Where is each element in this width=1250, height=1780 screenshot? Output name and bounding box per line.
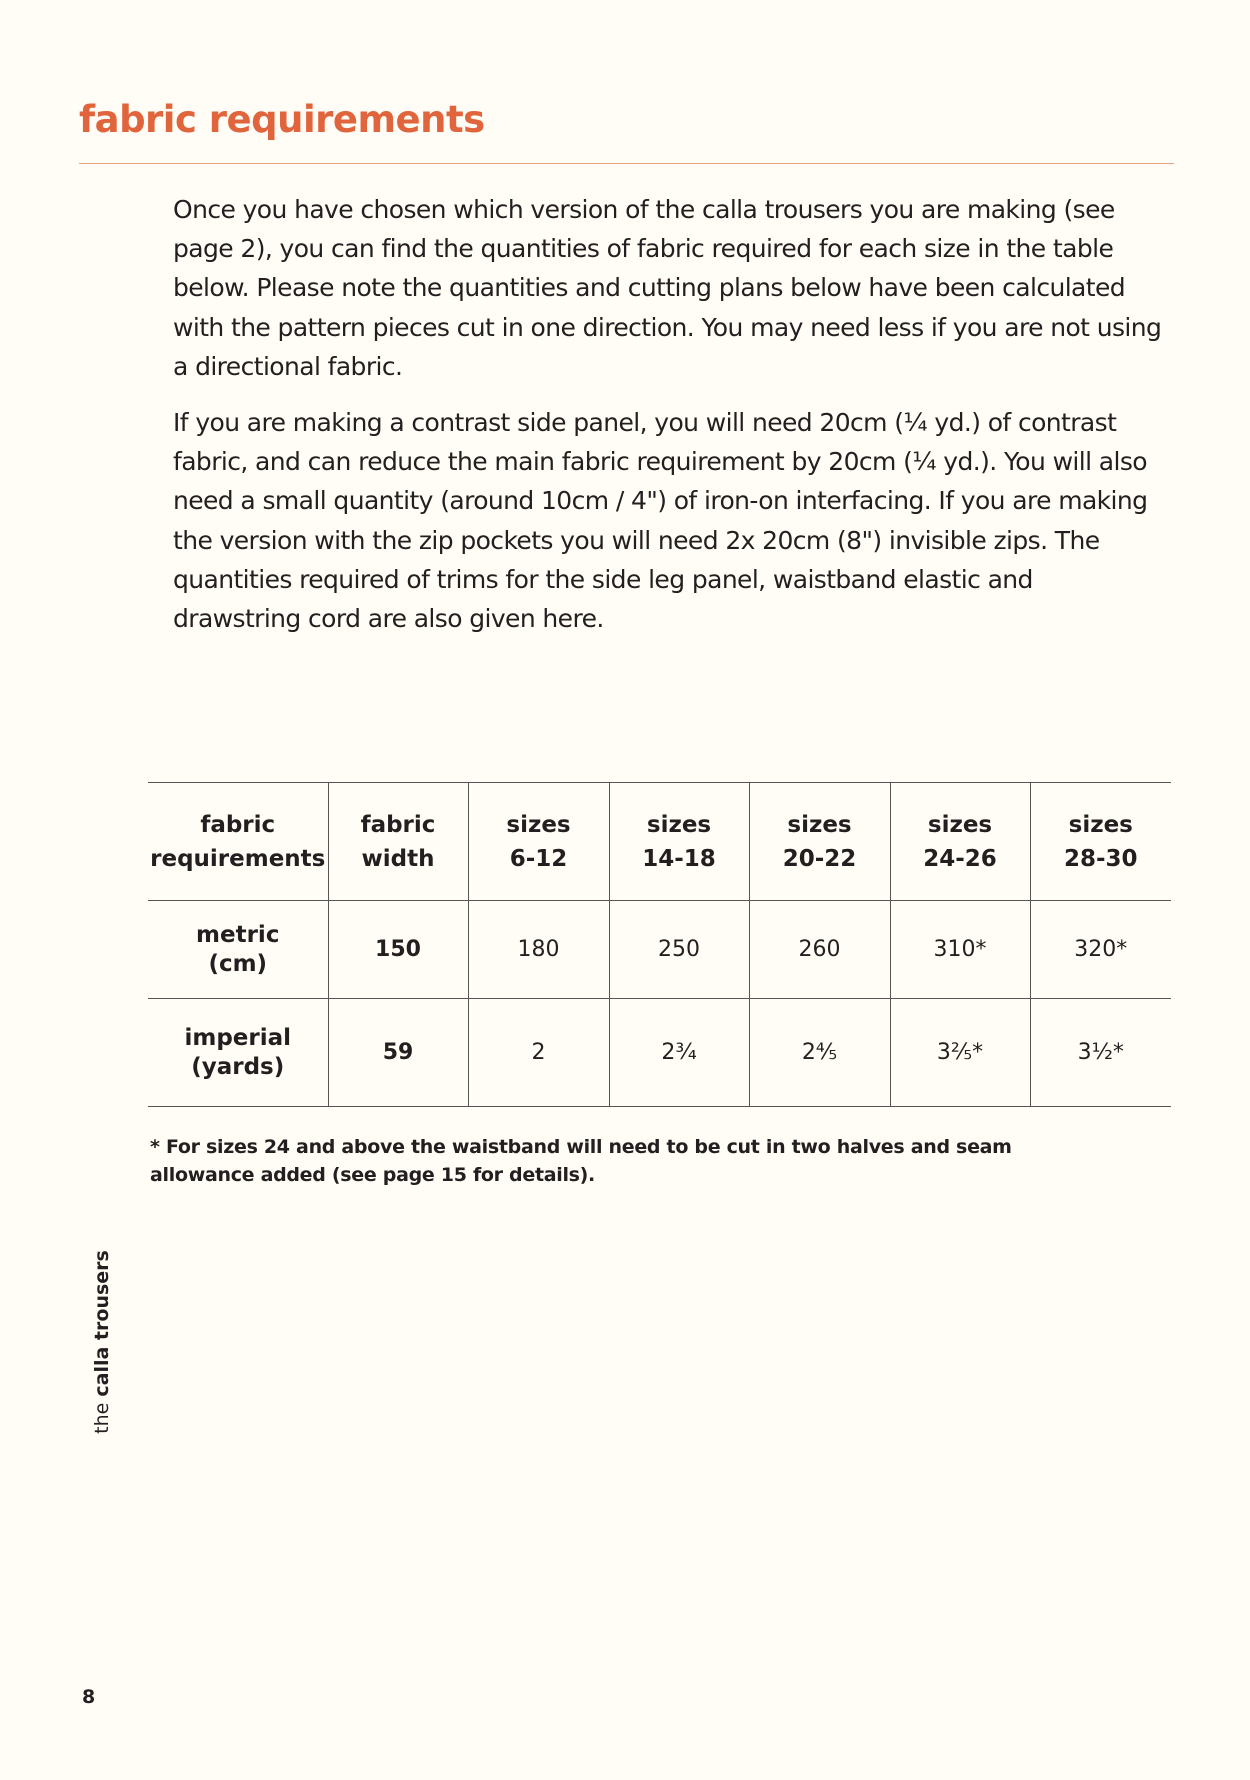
imperial-fabric-width: 59 bbox=[328, 999, 468, 1107]
imperial-sizes-14-18: 2¾ bbox=[609, 999, 749, 1107]
side-running-title bbox=[91, 1250, 113, 1434]
metric-sizes-20-22: 260 bbox=[749, 901, 890, 999]
imperial-sizes-24-26: 3⅖* bbox=[890, 999, 1030, 1107]
table-row-metric bbox=[148, 901, 1171, 999]
table-footnote: * For sizes 24 and above the waistband will need to be cut in two halves and seam allowance added (see page 15 for details). bbox=[150, 1136, 1012, 1186]
imperial-sizes-20-22: 2⅘ bbox=[749, 999, 890, 1107]
metric-sizes-28-30: 320* bbox=[1030, 901, 1171, 999]
imperial-sizes-28-30: 3½* bbox=[1030, 999, 1171, 1107]
page-title: fabric requirements bbox=[79, 98, 485, 141]
row-label-imperial: imperial (yards) bbox=[148, 999, 328, 1107]
imperial-sizes-6-12: 2 bbox=[468, 999, 609, 1107]
intro-paragraph-2: If you are making a contrast side panel, you will need 20cm (¼ yd.) of contrast fabric, and can reduce the main fabric requirement by 20cm (¼ yd.). You will also need a small quantity (around 10cm / 4") of iron-on interfacing. If you are making the version with the zip pockets you will need 2x 20cm (8") invisible zips. The quantities required of trims for the side leg panel, waistband elastic and drawstring cord are also given here. bbox=[173, 408, 1148, 634]
table-header-row bbox=[148, 783, 1171, 901]
metric-sizes-14-18: 250 bbox=[609, 901, 749, 999]
header-sizes-20-22: sizes 20-22 bbox=[749, 783, 890, 901]
header-sizes-24-26: sizes 24-26 bbox=[890, 783, 1030, 901]
intro-text bbox=[173, 190, 1163, 655]
fabric-requirements-table bbox=[148, 782, 1171, 1107]
header-fabric-requirements: fabric requirements bbox=[148, 783, 328, 901]
metric-sizes-6-12: 180 bbox=[468, 901, 609, 999]
metric-fabric-width: 150 bbox=[328, 901, 468, 999]
header-sizes-6-12: sizes 6-12 bbox=[468, 783, 609, 901]
side-title-emphasis: calla trousers bbox=[91, 1250, 113, 1397]
table-row-imperial bbox=[148, 999, 1171, 1107]
side-title-prefix: the bbox=[91, 1396, 113, 1434]
page-number: 8 bbox=[82, 1686, 96, 1708]
row-label-metric: metric (cm) bbox=[148, 901, 328, 999]
header-sizes-28-30: sizes 28-30 bbox=[1030, 783, 1171, 901]
header-fabric-width: fabric width bbox=[328, 783, 468, 901]
metric-sizes-24-26: 310* bbox=[890, 901, 1030, 999]
title-divider bbox=[79, 163, 1174, 164]
header-sizes-14-18: sizes 14-18 bbox=[609, 783, 749, 901]
intro-paragraph-1: Once you have chosen which version of the calla trousers you are making (see page 2), you can find the quantities of fabric required for each size in the table below. Please note the quantities and cutting plans below have been calculated with the pattern pieces cut in one direction. You may need less if you are not using a directional fabric. bbox=[173, 195, 1162, 381]
